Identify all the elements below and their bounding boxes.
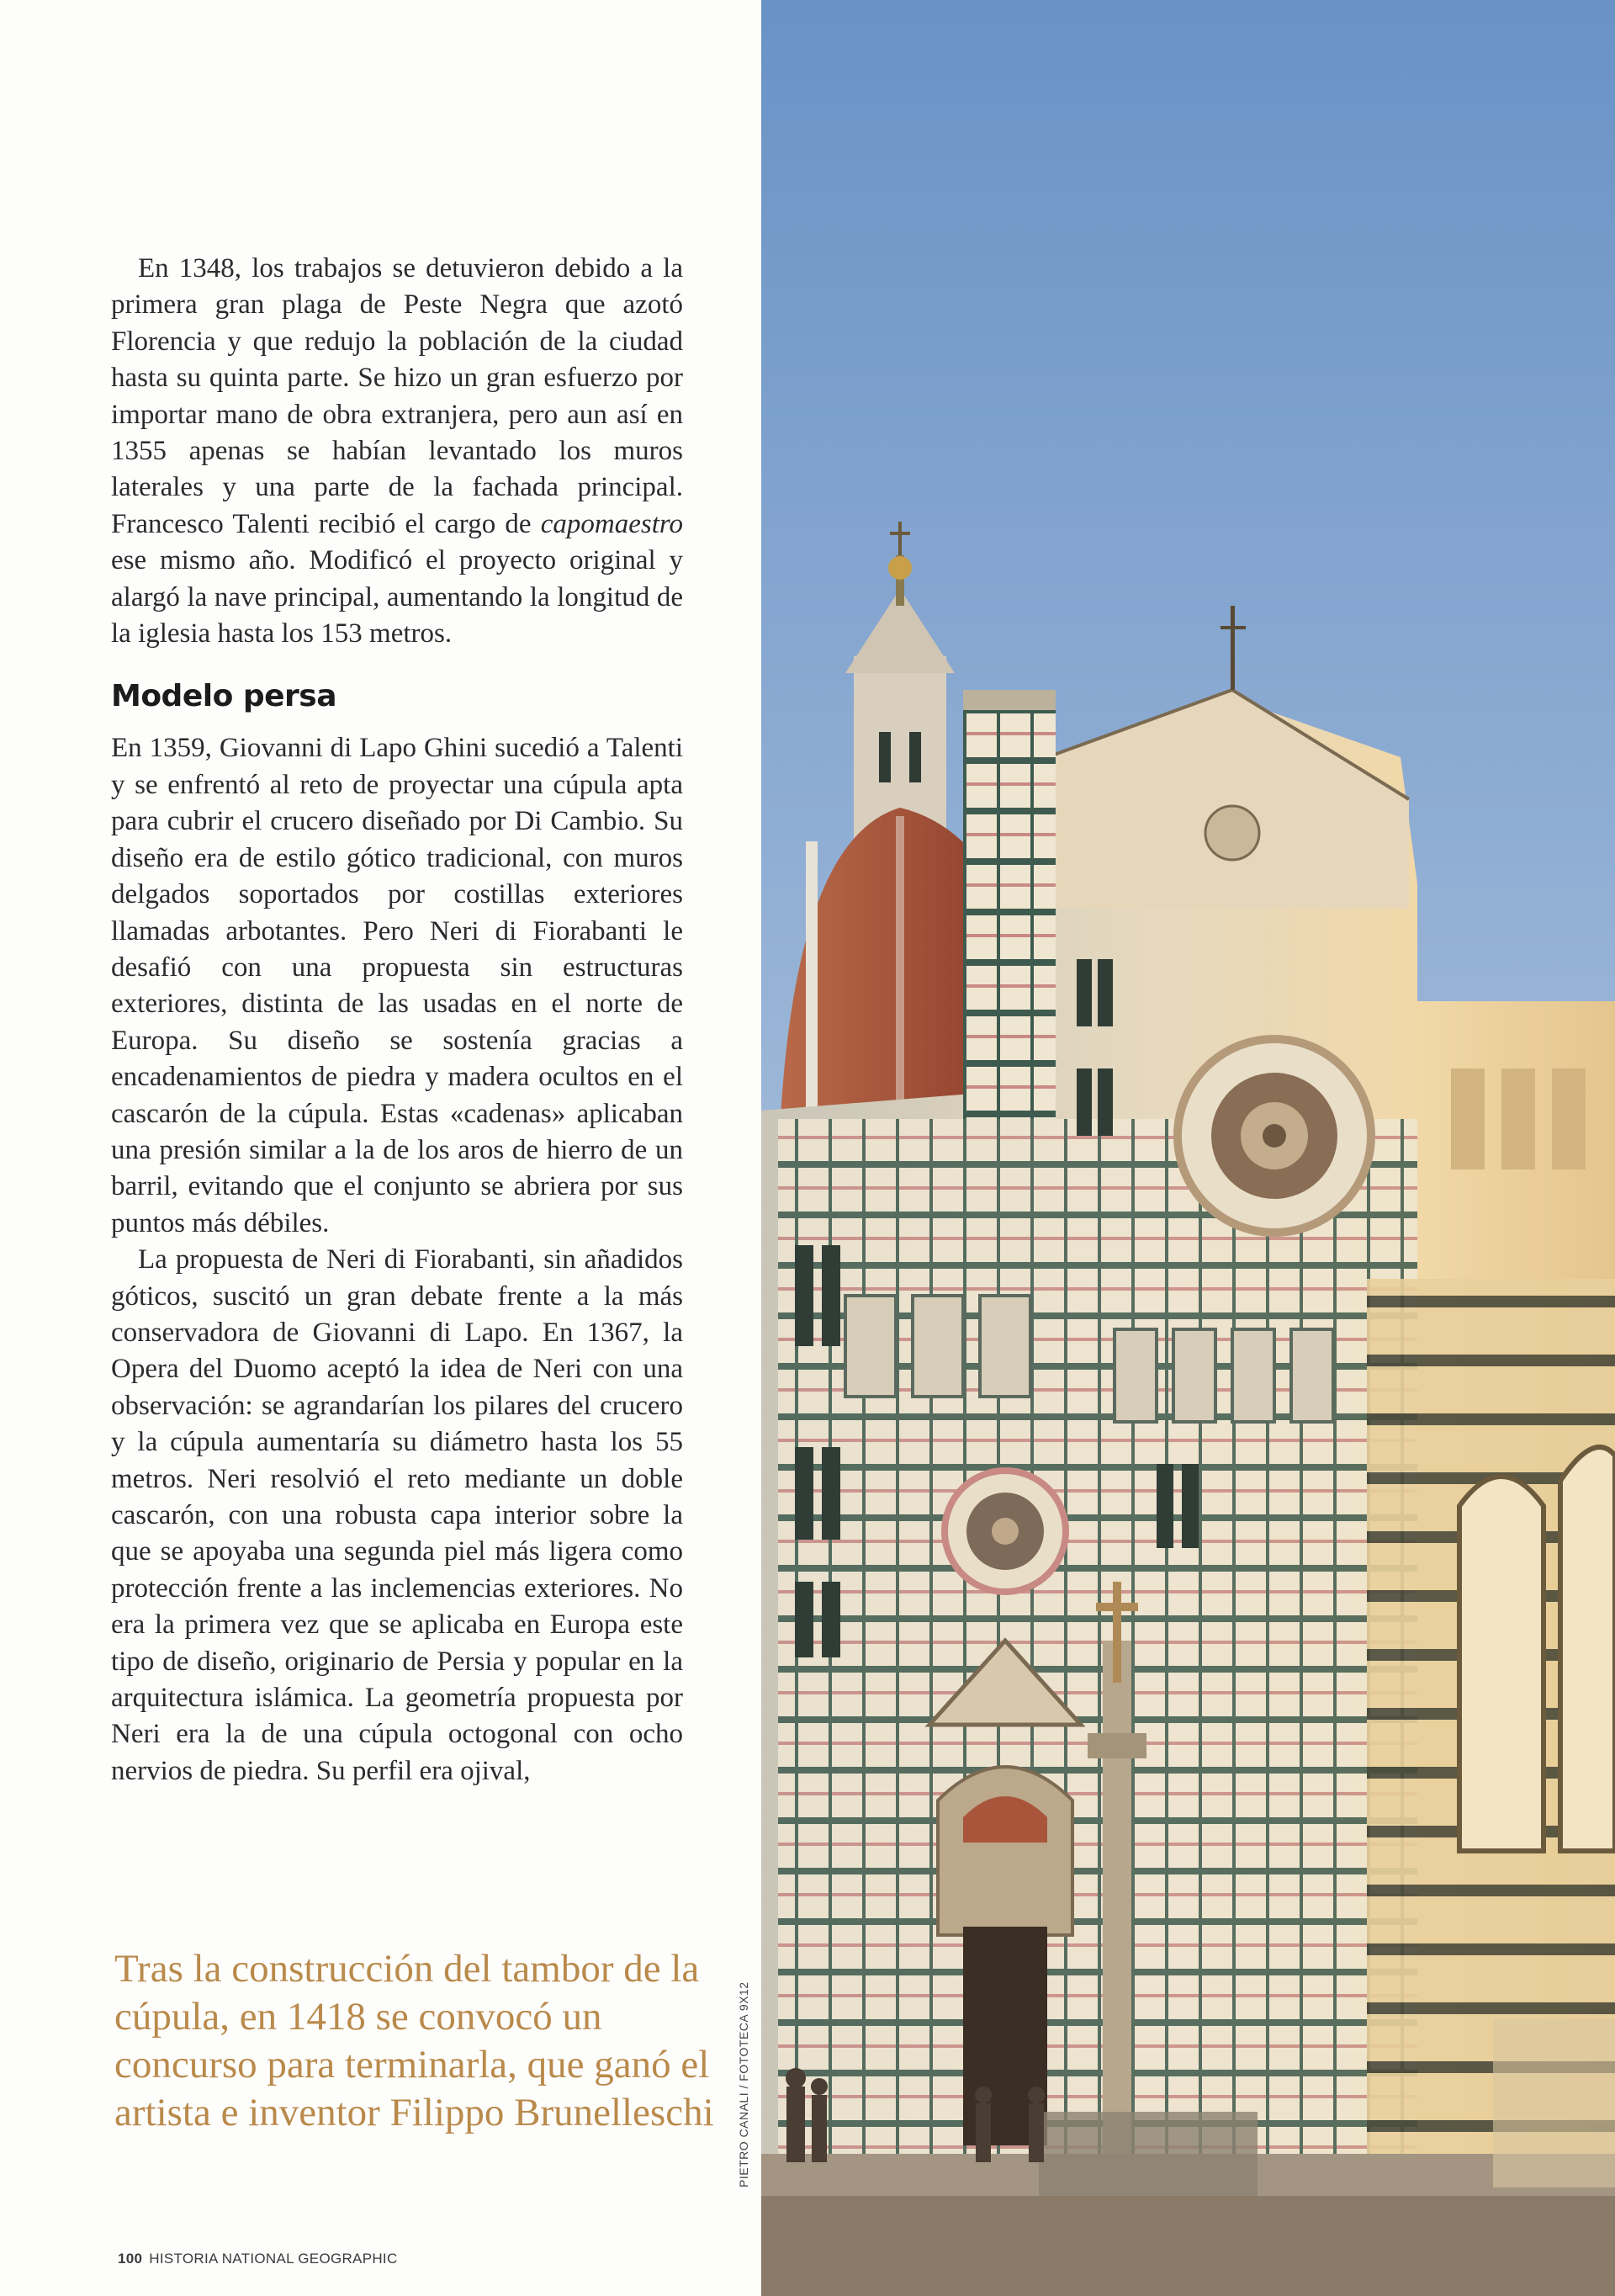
article-paragraph: En 1359, Giovanni di Lapo Ghini sucedió a Talenti y se enfrentó al reto de proyectar una cúpula apta para cubrir el crucero diseñado por Di Cambio. Su diseño era de estilo gótico tradicional, con muros delgados soportados por costillas exteriores llamadas arbotantes. Pero Neri di Fiorabanti le desafió con una propuesta sin estructuras exteriores, distinta de las usadas en el norte de Europa. Su diseño se sostenía gracias a encadenamientos de piedra y madera ocultos en el cascarón de la cúpula. Estas «cadenas» aplicaban una presión similar a la de los aros de hierro de un barril, evitando que el conjunto se abriera por sus puntos más débiles. (111, 733, 683, 1238)
cathedral-photo (761, 0, 1615, 2296)
page-number: 100 (118, 2251, 143, 2267)
photo-credit: PIETRO CANALI / FOTOTECA 9X12 (737, 1981, 750, 2187)
publication-name: HISTORIA NATIONAL GEOGRAPHIC (149, 2251, 398, 2267)
article-paragraph: La propuesta de Neri di Fiorabanti, sin añadidos góticos, suscitó un gran debate frente a la más conservadora de Giovanni di Lapo. En 1367, la Opera del Duomo aceptó la idea de Neri con una observación: se agrandarían los pilares del crucero y la cúpula aumentaría su diámetro hasta los 55 metros. Neri resolvió el reto mediante un doble cascarón, con una robusta capa interior sobre la que se apoyaba una segunda piel más ligera como protección frente a las inclemencias exteriores. No era la primera vez que se aplicaba en Europa este tipo de diseño, originario de Persia y popular en la arquitectura islámica. La geometría propuesta por Neri era la de una cúpula octogonal con ocho nervios de piedra. Su perfil era ojival, (111, 1244, 683, 1786)
section-heading: Modelo persa (111, 679, 337, 714)
pull-quote: Tras la construcción del tambor de la cúpula, en 1418 se convocó un concurso para terminarla, que ganó el artista e inventor Filippo Brunelleschi (114, 1947, 714, 2134)
article-paragraph: En 1348, los trabajos se detuvieron debido a la primera gran plaga de Peste Negra que azotó Florencia y que redujo la población de la ciudad hasta su quinta parte. Se hizo un gran esfuerzo por importar mano de obra extranjera, pero aun así en 1355 apenas se habían levantado los muros laterales y una parte de la fachada principal. Francesco Talenti recibió el cargo de capomaestro ese mismo año. Modificó el proyecto original y alargó la nave principal, aumentando la longitud de la iglesia hasta los 153 metros. (111, 253, 683, 650)
page-footer (118, 2251, 398, 2267)
article-text-column (111, 251, 683, 1790)
